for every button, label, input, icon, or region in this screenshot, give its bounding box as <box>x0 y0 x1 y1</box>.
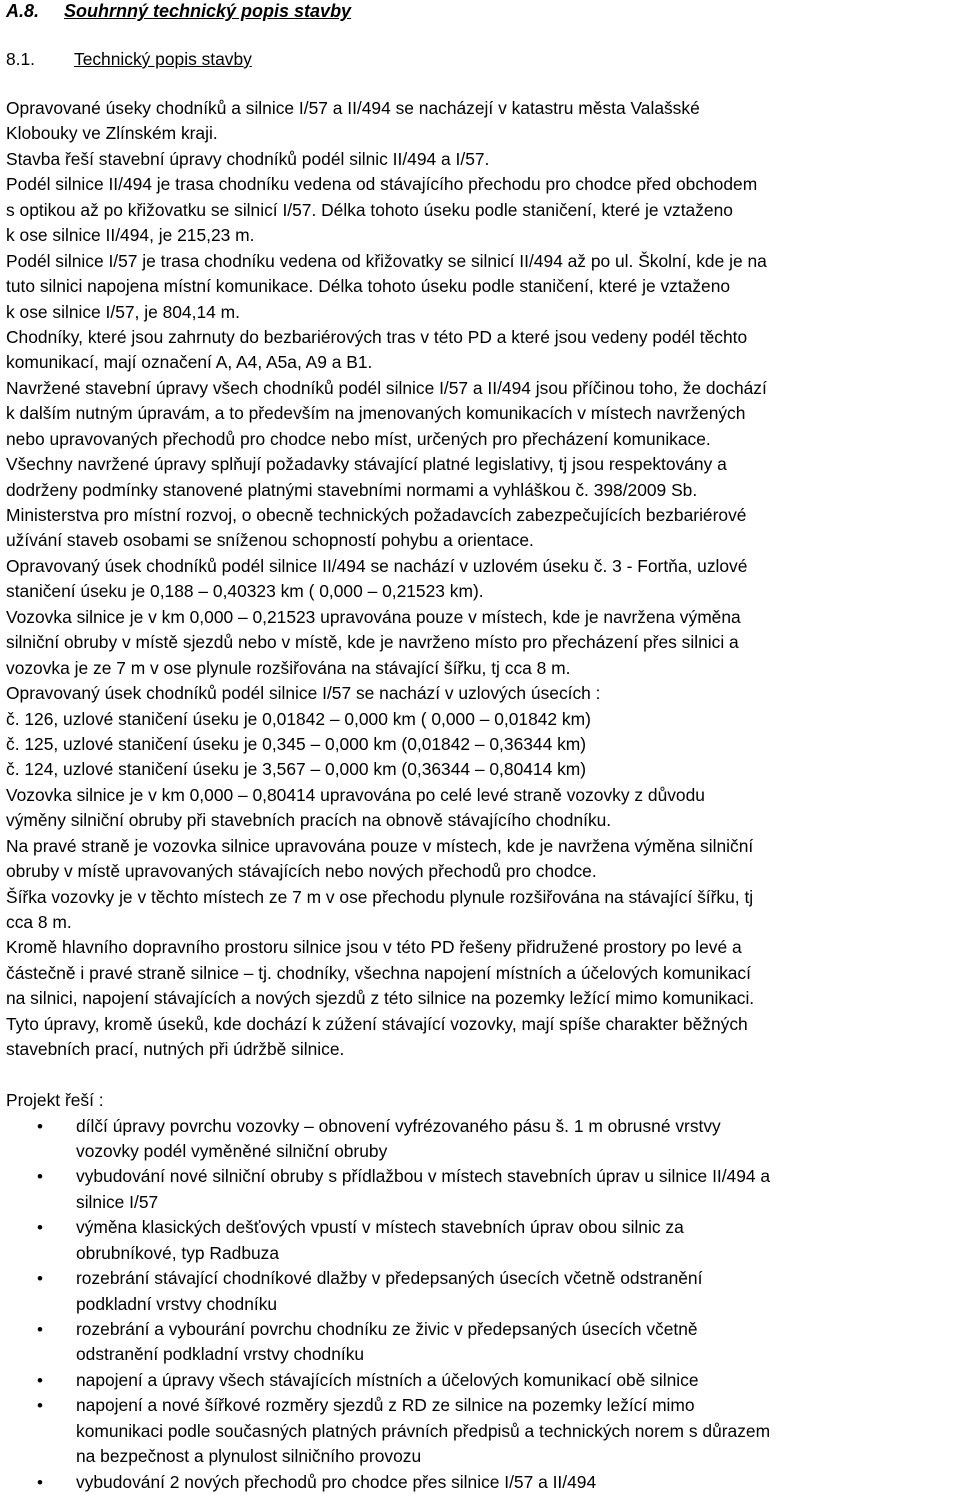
list-item-line: obrubníkové, typ Radbuza <box>76 1241 958 1266</box>
text-line: Kromě hlavního dopravního prostoru silnice jsou v této PD řešeny přidružené prostory po levé a <box>6 935 958 960</box>
text-line: částečně i pravé straně silnice – tj. chodníky, všechna napojení místních a účelových komunikací <box>6 961 958 986</box>
text-line: s optikou až po křižovatku se silnicí I/57. Délka tohoto úseku podle staničení, které je vztaženo <box>6 198 958 223</box>
bullet-icon: • <box>37 1393 43 1418</box>
text-line: k dalším nutným úpravám, a to především na jmenovaných komunikacích v místech navržených <box>6 401 958 426</box>
text-line: Klobouky ve Zlínském kraji. <box>6 121 958 146</box>
text-line: Ministerstva pro místní rozvoj, o obecně technických požadavcích zabezpečujících bezbariérové <box>6 503 958 528</box>
text-line: výměny silniční obruby při stavebních pracích na obnově stávajícího chodníku. <box>6 808 958 833</box>
text-line: dodrženy podmínky stanovené platnými stavebními normami a vyhláškou č. 398/2009 Sb. <box>6 478 958 503</box>
subsection-heading <box>6 46 252 72</box>
text-line: obruby v místě upravovaných stávajících nebo nových přechodů pro chodce. <box>6 859 958 884</box>
bullet-icon: • <box>37 1317 43 1342</box>
text-line: Na pravé straně je vozovka silnice upravována pouze v místech, kde je navržena výměna silniční <box>6 834 958 859</box>
text-line: k ose silnice I/57, je 804,14 m. <box>6 300 958 325</box>
text-line: vozovka je ze 7 m v ose plynule rozšiřována na stávající šířku, tj cca 8 m. <box>6 656 958 681</box>
section-number: A.8. <box>6 0 64 24</box>
list-item <box>6 1393 958 1469</box>
text-line: nebo upravovaných přechodů pro chodce nebo míst, určených pro přecházení komunikace. <box>6 427 958 452</box>
text-line: č. 124, uzlové staničení úseku je 3,567 – 0,000 km (0,36344 – 0,80414 km) <box>6 757 958 782</box>
text-line: č. 125, uzlové staničení úseku je 0,345 – 0,000 km (0,01842 – 0,36344 km) <box>6 732 958 757</box>
bullet-icon: • <box>37 1215 43 1240</box>
list-item <box>6 1215 958 1266</box>
list-item-line: vybudování 2 nových přechodů pro chodce přes silnice I/57 a II/494 <box>76 1470 958 1495</box>
list-item-line: vybudování nové silniční obruby s přídlažbou v místech stavebních úprav u silnice II/494 a <box>76 1164 958 1189</box>
text-line: Podél silnice I/57 je trasa chodníku vedena od křižovatky se silnicí II/494 až po ul. Školní, kde je na <box>6 249 958 274</box>
list-item-line: vozovky podél vyměněné silniční obruby <box>76 1139 958 1164</box>
projekt-label: Projekt řeší : <box>6 1088 958 1113</box>
bullet-icon: • <box>37 1164 43 1189</box>
text-line: Všechny navržené úpravy splňují požadavky stávající platné legislativy, tj jsou respektovány a <box>6 452 958 477</box>
list-item-line: dílčí úpravy povrchu vozovky – obnovení vyfrézovaného pásu š. 1 m obrusné vrstvy <box>76 1114 958 1139</box>
text-line: tuto silnici napojena místní komunikace. Délka tohoto úseku podle staničení, které je vztaženo <box>6 274 958 299</box>
text-line: Navržené stavební úpravy všech chodníků podél silnice I/57 a II/494 jsou příčinou toho, že dochází <box>6 376 958 401</box>
list-item-line: na bezpečnost a plynulost silničního provozu <box>76 1444 958 1469</box>
text-line: Opravovaný úsek chodníků podél silnice I/57 se nachází v uzlových úsecích : <box>6 681 958 706</box>
text-line: Tyto úpravy, kromě úseků, kde dochází k zúžení stávající vozovky, mají spíše charakter běžných <box>6 1012 958 1037</box>
list-item <box>6 1114 958 1165</box>
bullet-icon: • <box>37 1470 43 1495</box>
list-item-line: odstranění podkladní vrstvy chodníku <box>76 1342 958 1367</box>
text-line: k ose silnice II/494, je 215,23 m. <box>6 223 958 248</box>
list-item <box>6 1470 958 1495</box>
text-line: na silnici, napojení stávajících a nových sjezdů z této silnice na pozemky ležící mimo komunikaci. <box>6 986 958 1011</box>
document-body <box>6 96 958 1495</box>
list-item-line: rozebrání a vybourání povrchu chodníku ze živic v předepsaných úsecích včetně <box>76 1317 958 1342</box>
list-item <box>6 1266 958 1317</box>
list-item-line: silnice I/57 <box>76 1190 958 1215</box>
project-scope-list <box>6 1114 958 1495</box>
text-line: Vozovka silnice je v km 0,000 – 0,80414 upravována po celé levé straně vozovky z důvodu <box>6 783 958 808</box>
text-line: Opravovaný úsek chodníků podél silnice II/494 se nachází v uzlovém úseku č. 3 - Fortňa, uzlové <box>6 554 958 579</box>
body-paragraphs <box>6 96 958 1063</box>
list-item-line: podkladní vrstvy chodníku <box>76 1292 958 1317</box>
section-heading <box>6 0 351 24</box>
subsection-number: 8.1. <box>6 46 74 72</box>
list-item-line: napojení a nové šířkové rozměry sjezdů z RD ze silnice na pozemky ležící mimo <box>76 1393 958 1418</box>
list-item <box>6 1317 958 1368</box>
list-item <box>6 1164 958 1215</box>
subsection-title: Technický popis stavby <box>74 49 252 69</box>
bullet-icon: • <box>37 1368 43 1393</box>
list-item-line: rozebrání stávající chodníkové dlažby v předepsaných úsecích včetně odstranění <box>76 1266 958 1291</box>
bullet-icon: • <box>37 1114 43 1139</box>
text-line: Šířka vozovky je v těchto místech ze 7 m v ose přechodu plynule rozšiřována na stávající šířku, tj <box>6 885 958 910</box>
text-line: staničení úseku je 0,188 – 0,40323 km ( 0,000 – 0,21523 km). <box>6 579 958 604</box>
text-line: stavebních prací, nutných při údržbě silnice. <box>6 1037 958 1062</box>
text-line: Vozovka silnice je v km 0,000 – 0,21523 upravována pouze v místech, kde je navržena výměna <box>6 605 958 630</box>
text-line: č. 126, uzlové staničení úseku je 0,01842 – 0,000 km ( 0,000 – 0,01842 km) <box>6 707 958 732</box>
text-line: Podél silnice II/494 je trasa chodníku vedena od stávajícího přechodu pro chodce před obchodem <box>6 172 958 197</box>
list-item-line: napojení a úpravy všech stávajících místních a účelových komunikací obě silnice <box>76 1368 958 1393</box>
list-item <box>6 1368 958 1393</box>
text-line: cca 8 m. <box>6 910 958 935</box>
text-line: Opravované úseky chodníků a silnice I/57 a II/494 se nacházejí v katastru města Valašské <box>6 96 958 121</box>
section-title: Souhrnný technický popis stavby <box>64 1 351 21</box>
text-line: silniční obruby v místě sjezdů nebo v místě, kde je navrženo místo pro přecházení přes silnici a <box>6 630 958 655</box>
text-line: Stavba řeší stavební úpravy chodníků podél silnic II/494 a I/57. <box>6 147 958 172</box>
blank-line <box>6 1063 958 1088</box>
bullet-icon: • <box>37 1266 43 1291</box>
list-item-line: výměna klasických dešťových vpustí v místech stavebních úprav obou silnic za <box>76 1215 958 1240</box>
text-line: užívání staveb osobami se sníženou schopností pohybu a orientace. <box>6 528 958 553</box>
list-item-line: komunikaci podle současných platných právních předpisů a technických norem s důrazem <box>76 1419 958 1444</box>
text-line: Chodníky, které jsou zahrnuty do bezbariérových tras v této PD a které jsou vedeny podél těchto <box>6 325 958 350</box>
text-line: komunikací, mají označení A, A4, A5a, A9 a B1. <box>6 350 958 375</box>
